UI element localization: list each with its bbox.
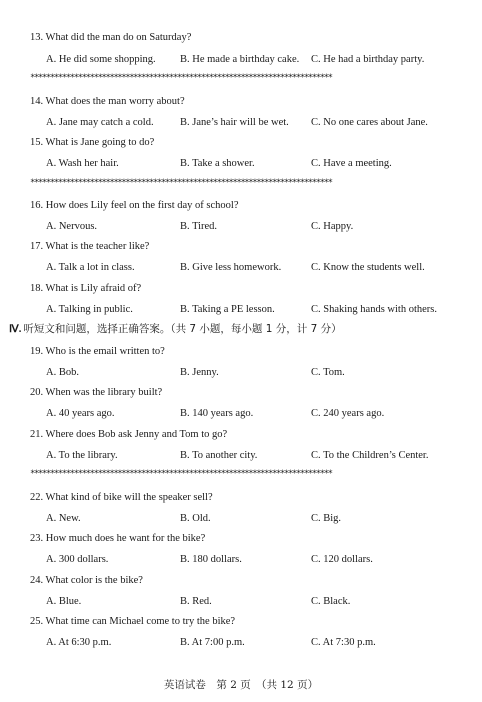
section-4-heading: [9, 323, 342, 336]
q21-option-a: A. To the library.: [46, 450, 118, 461]
question-15: 15. What is Jane going to do?: [30, 137, 155, 148]
q22-option-c: C. Big.: [311, 513, 342, 524]
q23-option-a: A. 300 dollars.: [46, 554, 109, 565]
q16-option-b: B. Tired.: [180, 221, 218, 232]
q14-option-b: B. Jane’s hair will be wet.: [180, 117, 289, 128]
q16-option-c: C. Happy.: [311, 221, 354, 232]
separator-stars: ****************************************************************************: [30, 73, 332, 83]
question-22: 22. What kind of bike will the speaker sell?: [30, 492, 213, 503]
q13-option-b: B. He made a birthday cake.: [180, 54, 300, 65]
q17-option-a: A. Talk a lot in class.: [46, 262, 135, 273]
q19-option-c: C. Tom.: [311, 367, 345, 378]
q21-option-c: C. To the Children’s Center.: [311, 450, 429, 461]
q24-option-c: C. Black.: [311, 596, 351, 607]
q23-option-c: C. 120 dollars.: [311, 554, 373, 565]
question-25: 25. What time can Michael come to try the bike?: [30, 616, 236, 627]
q25-option-a: A. At 6:30 p.m.: [46, 637, 112, 648]
q13-option-a: A. He did some shopping.: [46, 54, 156, 65]
page-footer: 英语试卷 第 2 页 （共 12 页）: [163, 679, 319, 691]
q14-option-a: A. Jane may catch a cold.: [46, 117, 154, 128]
q19-option-a: A. Bob.: [46, 367, 79, 378]
q18-option-c: C. Shaking hands with others.: [311, 304, 437, 315]
question-17: 17. What is the teacher like?: [30, 241, 150, 252]
q24-option-b: B. Red.: [180, 596, 212, 607]
question-24: 24. What color is the bike?: [30, 575, 143, 586]
q19-option-b: B. Jenny.: [180, 367, 219, 378]
q20-option-b: B. 140 years ago.: [180, 408, 254, 419]
q25-option-c: C. At 7:30 p.m.: [311, 637, 376, 648]
q15-option-a: A. Wash her hair.: [46, 158, 119, 169]
q23-option-b: B. 180 dollars.: [180, 554, 242, 565]
q14-option-c: C. No one cares about Jane.: [311, 117, 428, 128]
separator-stars: ****************************************************************************: [30, 178, 332, 188]
q24-option-a: A. Blue.: [46, 596, 82, 607]
q17-option-b: B. Give less homework.: [180, 262, 282, 273]
q17-option-c: C. Know the students well.: [311, 262, 425, 273]
question-18: 18. What is Lily afraid of?: [30, 283, 142, 294]
section-4-instructions: 听短文和问题，选择正确答案。（共 7 小题，每小题 1 分，计 7 分）: [23, 323, 342, 335]
q21-option-b: B. To another city.: [180, 450, 258, 461]
separator-stars: ****************************************************************************: [30, 469, 332, 479]
q15-option-c: C. Have a meeting.: [311, 158, 392, 169]
section-4-numeral: Ⅳ.: [9, 324, 22, 335]
q15-option-b: B. Take a shower.: [180, 158, 255, 169]
q16-option-a: A. Nervous.: [46, 221, 98, 232]
q13-option-c: C. He had a birthday party.: [311, 54, 425, 65]
q20-option-c: C. 240 years ago.: [311, 408, 385, 419]
q20-option-a: A. 40 years ago.: [46, 408, 115, 419]
question-13: 13. What did the man do on Saturday?: [30, 32, 192, 43]
question-21: 21. Where does Bob ask Jenny and Tom to go?: [30, 429, 228, 440]
question-16: 16. How does Lily feel on the first day of school?: [30, 200, 239, 211]
q22-option-a: A. New.: [46, 513, 81, 524]
question-19: 19. Who is the email written to?: [30, 346, 165, 357]
question-14: 14. What does the man worry about?: [30, 96, 185, 107]
question-20: 20. When was the library built?: [30, 387, 163, 398]
q25-option-b: B. At 7:00 p.m.: [180, 637, 245, 648]
q18-option-a: A. Talking in public.: [46, 304, 133, 315]
question-23: 23. How much does he want for the bike?: [30, 533, 206, 544]
q22-option-b: B. Old.: [180, 513, 211, 524]
q18-option-b: B. Taking a PE lesson.: [180, 304, 275, 315]
